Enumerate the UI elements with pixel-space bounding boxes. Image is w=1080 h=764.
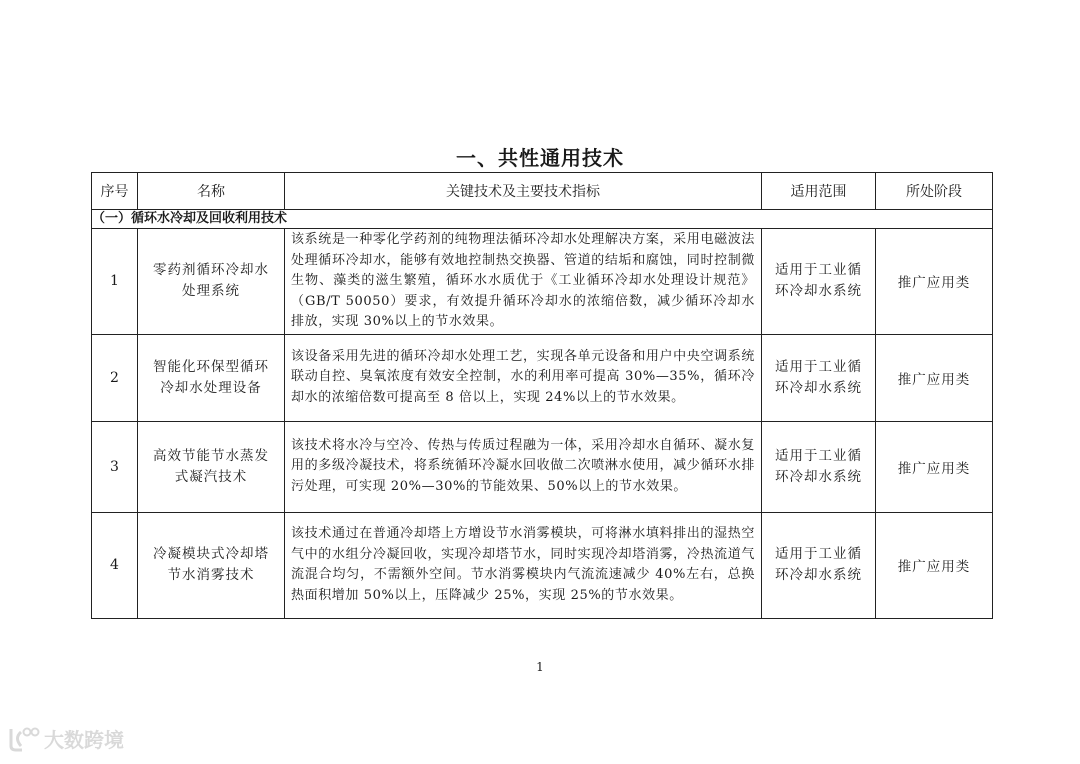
header-index: 序号: [92, 173, 138, 210]
table-header-row: [92, 173, 993, 210]
category-label: （一）循环水冷却及回收利用技术: [92, 210, 993, 229]
tech-name: 高效节能节水蒸发式凝汽技术: [138, 421, 285, 512]
category-row: [92, 210, 993, 229]
table-row: [92, 512, 993, 618]
table-row: [92, 334, 993, 421]
tech-stage: 推广应用类: [876, 421, 993, 512]
row-number: 3: [92, 421, 138, 512]
row-number: 4: [92, 512, 138, 618]
header-stage: 所处阶段: [876, 173, 993, 210]
k-logo-icon: [8, 726, 40, 752]
tech-stage: 推广应用类: [876, 229, 993, 335]
tech-description: 该技术通过在普通冷却塔上方增设节水消雾模块，可将淋水填料排出的湿热空气中的水组分冷凝回收，实现冷却塔节水，同时实现冷却塔消雾，冷热流道气流混合均匀，不需额外空间。节水消雾模块内气流流速减少 40%左右，总换热面积增加 50%以上，压降减少 25%，实现 25%的节水效果。: [285, 512, 762, 618]
tech-name: 冷凝模块式冷却塔节水消雾技术: [138, 512, 285, 618]
tech-description: 该设备采用先进的循环冷却水处理工艺，实现各单元设备和用户中央空调系统联动自控、臭氧浓度有效安全控制，水的利用率可提高 30%—35%，循环冷却水的浓缩倍数可提高至 8 倍以上，实现 24%以上的节水效果。: [285, 334, 762, 421]
tech-stage: 推广应用类: [876, 512, 993, 618]
table-row: [92, 229, 993, 335]
header-name: 名称: [138, 173, 285, 210]
watermark: [8, 724, 124, 753]
tech-scope: 适用于工业循环冷却水系统: [762, 421, 876, 512]
page-title: 一、共性通用技术: [456, 146, 624, 170]
tech-scope: 适用于工业循环冷却水系统: [762, 334, 876, 421]
header-key-tech: 关键技术及主要技术指标: [285, 173, 762, 210]
row-number: 2: [92, 334, 138, 421]
tech-scope: 适用于工业循环冷却水系统: [762, 512, 876, 618]
table-row: [92, 421, 993, 512]
technology-table: [91, 172, 993, 619]
tech-name: 零药剂循环冷却水处理系统: [138, 229, 285, 335]
watermark-text: 大数跨境: [44, 728, 124, 752]
tech-stage: 推广应用类: [876, 334, 993, 421]
tech-description: 该系统是一种零化学药剂的纯物理法循环冷却水处理解决方案，采用电磁波法处理循环冷却水，能够有效地控制热交换器、管道的结垢和腐蚀，同时控制微生物、藻类的滋生繁殖，循环水水质优于《工业循环冷却水处理设计规范》（GB/T 50050）要求，有效提升循环冷却水的浓缩倍数，减少循环冷却水排放，实现 30%以上的节水效果。: [285, 229, 762, 335]
tech-name: 智能化环保型循环冷却水处理设备: [138, 334, 285, 421]
page-number: 1: [536, 660, 544, 674]
tech-description: 该技术将水冷与空冷、传热与传质过程融为一体，采用冷却水自循环、凝水复用的多级冷凝技术，将系统循环冷凝水回收做二次喷淋水使用，减少循环水排污处理，可实现 20%—30%的节能效果、50%以上的节水效果。: [285, 421, 762, 512]
tech-scope: 适用于工业循环冷却水系统: [762, 229, 876, 335]
header-scope: 适用范围: [762, 173, 876, 210]
row-number: 1: [92, 229, 138, 335]
